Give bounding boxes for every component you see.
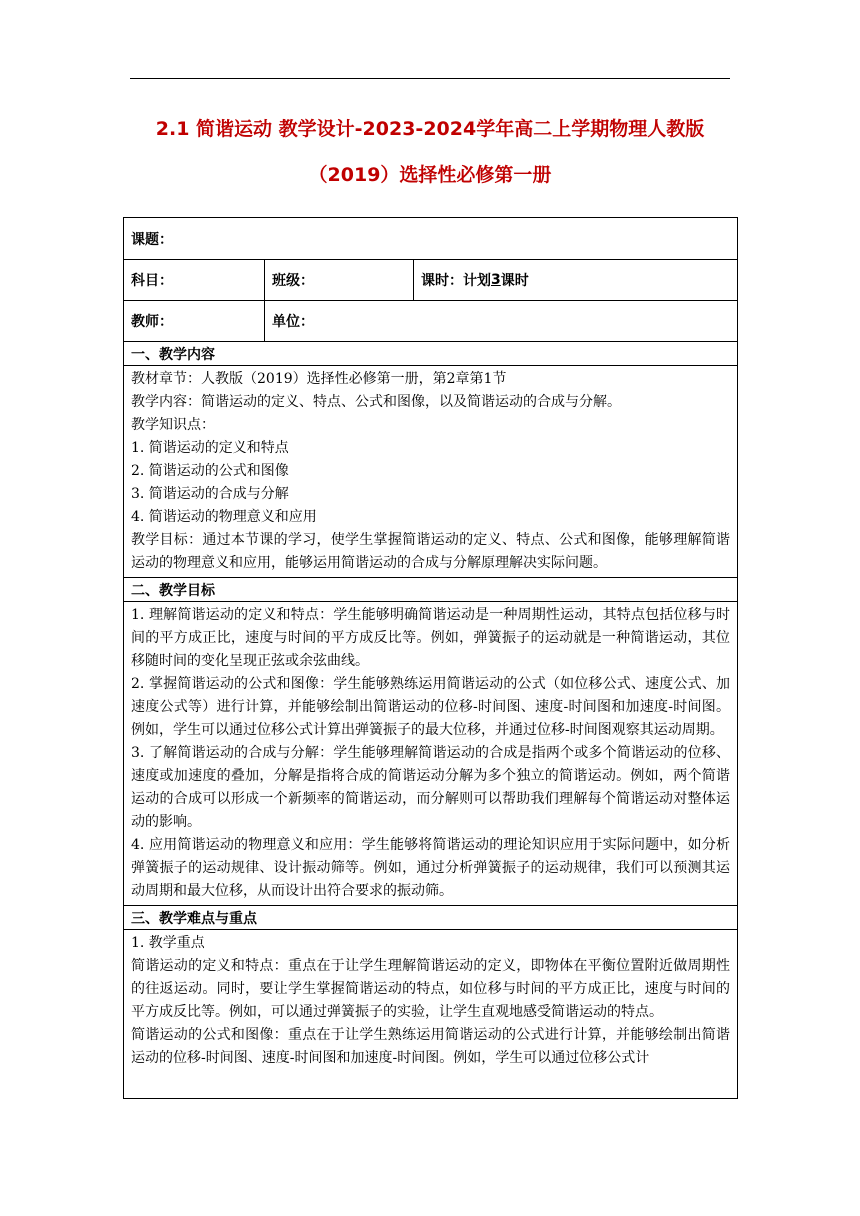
paragraph: 教学内容：简谐运动的定义、特点、公式和图像，以及简谐运动的合成与分解。 bbox=[131, 394, 621, 410]
hours-cell bbox=[413, 260, 737, 300]
section-heading-key-points: 三、教学难点与重点 bbox=[124, 906, 737, 930]
paragraph: 教学知识点： bbox=[131, 417, 215, 433]
paragraph: 2. 掌握简谐运动的公式和图像：学生能够熟练运用简谐运动的公式（如位移公式、速度公式、加速度公式等）进行计算，并能够绘制出简谐运动的位移-时间图、速度-时间图和加速度-时间图。例如，学生可以通过位移公式计算出弹簧振子的最大位移，并通过位移-时间图观察其运动周期。 bbox=[131, 676, 730, 738]
meta-row bbox=[124, 260, 737, 301]
teacher-row bbox=[124, 301, 737, 342]
teacher-label: 教师： bbox=[131, 314, 173, 330]
paragraph: 教学目标：通过本节课的学习，使学生掌握简谐运动的定义、特点、公式和图像，能够理解简谐运动的物理意义和应用，能够运用简谐运动的合成与分解原理解决实际问题。 bbox=[131, 532, 730, 571]
hours-prefix: 课时：计划 bbox=[421, 273, 491, 289]
paragraph: 1. 教学重点 bbox=[131, 935, 205, 951]
paragraph: 1. 理解简谐运动的定义和特点：学生能够明确简谐运动是一种周期性运动，其特点包括位移与时间的平方成正比，速度与时间的平方成反比等。例如，弹簧振子的运动就是一种简谐运动，其位移随时间的变化呈现正弦或余弦曲线。 bbox=[131, 607, 730, 669]
section-body-content bbox=[124, 366, 737, 578]
paragraph: 教材章节：人教版（2019）选择性必修第一册，第2章第1节 bbox=[131, 371, 507, 387]
lesson-row bbox=[124, 218, 737, 260]
paragraph: 4. 应用简谐运动的物理意义和应用：学生能够将简谐运动的理论知识应用于实际问题中，如分析弹簧振子的运动规律、设计振动筛等。例如，通过分析弹簧振子的运动规律，我们可以预测其运动周期和最大位移，从而设计出符合要求的振动筛。 bbox=[131, 837, 730, 899]
list-item: 2. 简谐运动的公式和图像 bbox=[131, 463, 289, 479]
list-item: 3. 简谐运动的合成与分解 bbox=[131, 486, 289, 502]
section-heading-objectives: 二、教学目标 bbox=[124, 578, 737, 602]
document-title-line-2: （2019）选择性必修第一册 bbox=[308, 164, 552, 186]
class-label: 班级： bbox=[264, 260, 413, 300]
hours-value: 3 bbox=[491, 272, 501, 288]
subject-label: 科目： bbox=[131, 273, 173, 289]
hours-suffix: 课时 bbox=[500, 273, 529, 289]
paragraph: 3. 了解简谐运动的合成与分解：学生能够理解简谐运动的合成是指两个或多个简谐运动的位移、速度或加速度的叠加，分解是指将合成的简谐运动分解为多个独立的简谐运动。例如，两个简谐运动的合成可以形成一个新频率的简谐运动，而分解则可以帮助我们理解每个简谐运动对整体运动的影响。 bbox=[131, 745, 730, 830]
paragraph: 简谐运动的定义和特点：重点在于让学生理解简谐运动的定义，即物体在平衡位置附近做周期性的往返运动。同时，要让学生掌握简谐运动的特点，如位移与时间的平方成正比，速度与时间的平方成反比等。例如，可以通过弹簧振子的实验，让学生直观地感受简谐运动的特点。 bbox=[131, 958, 730, 1020]
list-item: 1. 简谐运动的定义和特点 bbox=[131, 440, 289, 456]
lesson-label: 课题： bbox=[131, 231, 173, 248]
document-title-line-1: 2.1 简谐运动 教学设计-2023-2024学年高二上学期物理人教版 bbox=[155, 118, 705, 140]
list-item: 4. 简谐运动的物理意义和应用 bbox=[131, 509, 317, 525]
unit-label: 单位： bbox=[264, 301, 737, 341]
lesson-plan-table bbox=[123, 217, 738, 1099]
section-heading-content: 一、教学内容 bbox=[124, 342, 737, 366]
header-rule bbox=[130, 78, 730, 79]
section-body-key-points bbox=[124, 930, 737, 1072]
paragraph: 简谐运动的公式和图像：重点在于让学生熟练运用简谐运动的公式进行计算，并能够绘制出简谐运动的位移-时间图、速度-时间图和加速度-时间图。例如，学生可以通过位移公式计 bbox=[131, 1027, 730, 1066]
section-body-objectives bbox=[124, 602, 737, 906]
